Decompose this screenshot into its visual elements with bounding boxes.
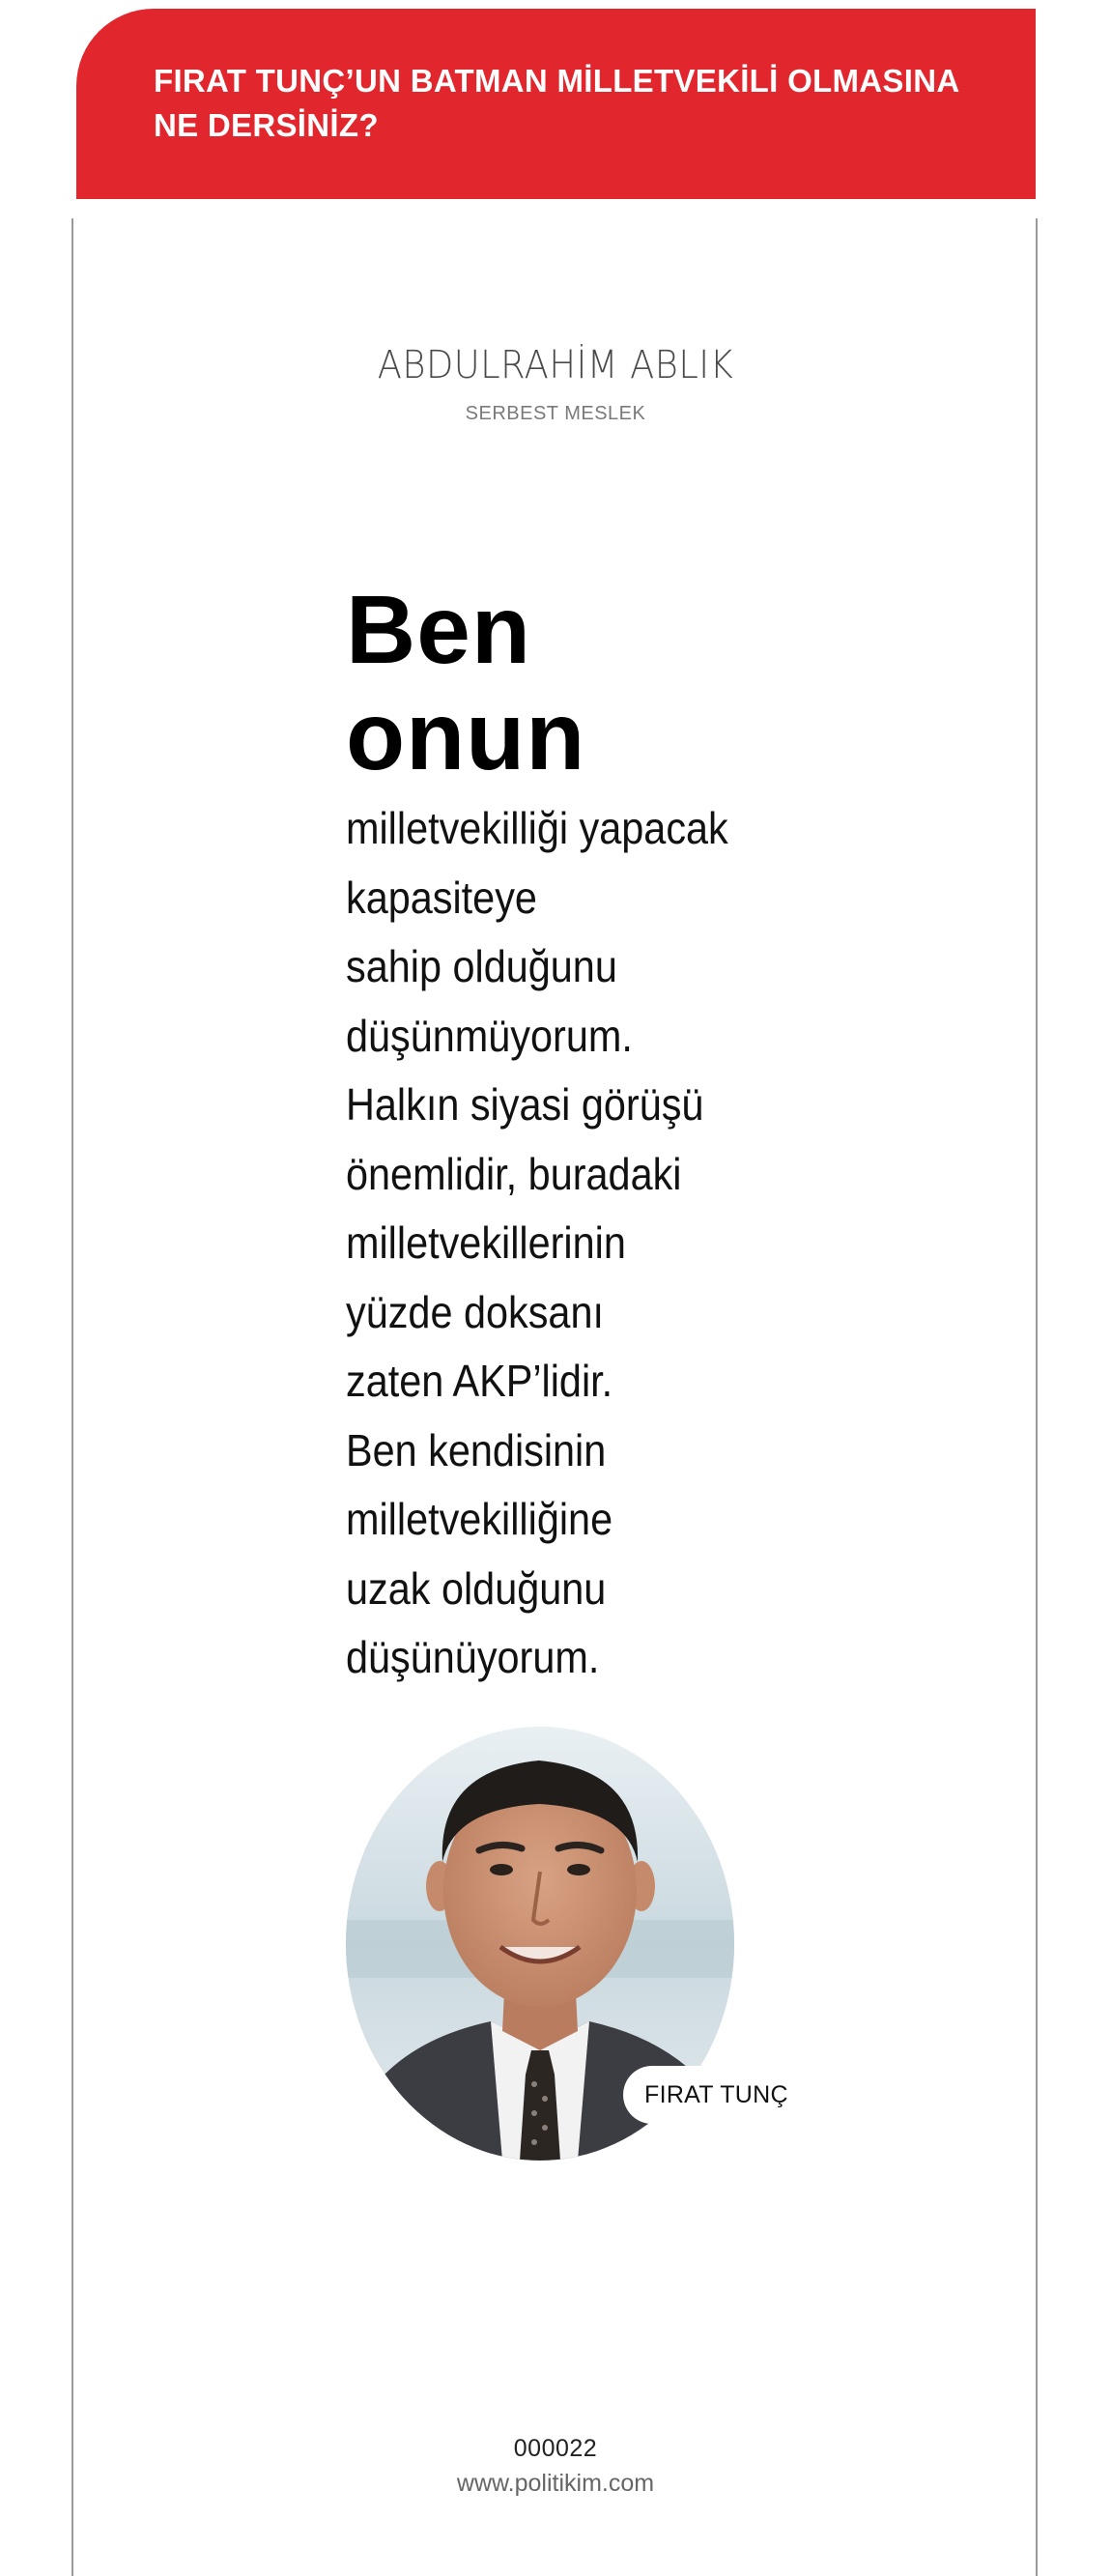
website-link[interactable]: www.politikim.com xyxy=(456,2470,655,2497)
headline-banner xyxy=(76,9,1036,199)
headline-title: FIRAT TUNÇ’UN BATMAN MİLLETVEKİLİ OLMASINA NE DERSİNİZ? xyxy=(154,63,960,143)
quote-lead: Ben onun xyxy=(346,576,586,790)
author-role: SERBEST MESLEK xyxy=(465,403,646,424)
subject-name-tag: FIRAT TUNÇ xyxy=(623,2066,795,2124)
page-number: 000022 xyxy=(513,2435,598,2462)
author-name: ABDULRAHİM ABLIK xyxy=(377,343,734,387)
quote-body: milletvekilliği yapacak kapasiteye sahip olduğunu düşünmüyorum. Halkın siyasi görüşü önemlidir, buradaki milletvekillerinin yüzde doksanı zaten AKP’lidir. Ben kendisinin milletvekilliğine uzak olduğunu düşünüyorum. xyxy=(346,803,728,1682)
